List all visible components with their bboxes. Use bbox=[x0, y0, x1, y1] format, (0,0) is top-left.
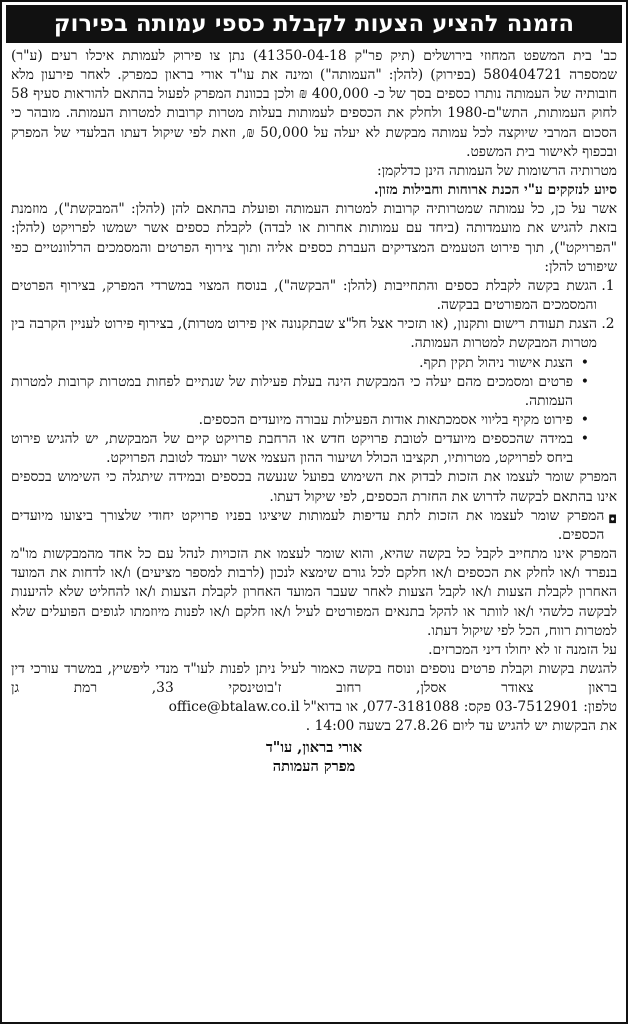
fax-number: 077-3181088 bbox=[366, 699, 460, 716]
requirement-item: • פירוט מקיף בליווי אסמכתאות אודות הפעילות עבורה מיועדים הכספים. bbox=[11, 411, 573, 430]
preference-note bbox=[11, 507, 617, 545]
fax-label: פקס: bbox=[463, 699, 491, 716]
not-obligated-paragraph: המפרק אינו מתחייב לקבל כל בקשה שהיא, והוא שומר לעצמו את הזכויות לנהל עם כל אחד מהמבקשות מו"מ בנפרד ו/או לחלק את הכספים ו/או חלקם לכל גורם שימצא לנכון (לרבות למספר מציעים) ו/או לדחות את המועד האחרון לקבלת הצעות ו/או לקבל הצעות לאחר שעבר המועד האחרון לקבלת הצעות ו/או להחליט שלא להיענות לבקשה כלשהי ו/או לוותר או להקל בתנאים המפורטים לעיל ו/או חלקם ו/או לפנות מיוזמתו לגופים הפועלים שלא למטרות רווח, הכל לפי שיקול דעתו. bbox=[11, 546, 617, 639]
requirement-item: • הצגת אישור ניהול תקין תקף. bbox=[11, 354, 573, 373]
requirement-item: • פרטים ומסמכים מהם יעלה כי המבקשת הינה בעלת פעילות של שנתיים לפחות במטרות קרובות למטרות העמותה. bbox=[11, 373, 573, 411]
intro-paragraph: כב' בית המשפט המחוזי בירושלים (תיק פר"ק 41350-04-18) נתן צו פירוק לעמותת איכלו רעים (ע"ר) שמספרה 580404721 (בפירוק) (להלן: "העמותה") ומינה את עו"ד אורי בראון כמפרק. לאחר פירעון מלא חובותיה של העמותה נותרו כספים בסך של כ- 400,000 ₪ ולכן בכוונת המפרק לפעול בהתאם להוראות סעיף 58 לחוק העמותות, התש"ם-1980 ולחלק את הכספים לעמותות בעלות מטרות קרובות למטרות העמותה. מובהר כי הסכום המרבי שיוקצה לכל עמותה מבקשת לא יעלה על 50,000 ₪, וזאת לפי שיקול דעתו הבלעדי של המפרק ובכפוף לאישור בית המשפט. bbox=[11, 48, 618, 160]
email-link[interactable]: office@btalaw.co.il bbox=[168, 699, 300, 716]
tender-law-line: על הזמנה זו לא יחולו דיני המכרזים. bbox=[428, 641, 617, 658]
notice-body bbox=[2, 43, 626, 776]
reserve-check-paragraph: המפרק שומר לעצמו את הזכות לבדוק את השימוש בפועל שנעשה בכספים ובמידה שיתגלה כי השימוש בכספים אינו בהתאם לבקשה לדרוש את החזרת הכספים, לפי שיקול דעתו. bbox=[11, 469, 617, 505]
signature-role: מפרק העמותה bbox=[272, 757, 356, 775]
application-steps bbox=[11, 277, 617, 354]
step-item: 2. הצגת תעודת רישום ותקנון, (או תזכיר אצל חל"צ שבתקנונה אין פירוט מטרות), בצירוף פירוט לעניין הקרבה בין מטרות המבקשת למטרות העמותה. bbox=[11, 315, 597, 353]
notice-title: הזמנה להציע הצעות לקבלת כספי עמותה בפירוק bbox=[6, 5, 622, 43]
contact-paragraph bbox=[11, 660, 617, 717]
phone-number[interactable]: 03-7512901 bbox=[495, 699, 579, 716]
goals-intro: מטרותיה הרשומות של העמותה הינן כדלקמן: bbox=[377, 162, 617, 179]
box-bullet-icon: ◘ bbox=[608, 512, 617, 526]
contact-details: טלפון: 03-7512901 פקס: 077-3181088, או בדוא"ל office@btalaw.co.il bbox=[168, 699, 617, 716]
requirements-list bbox=[11, 354, 617, 469]
step-item: 1. הגשת בקשה לקבלת כספים והתחייבות (להלן: "הבקשה"), בנוסח המצוי במשרדי המפרק, בצירוף הפרטים והמסמכים המפורטים בבקשה. bbox=[11, 277, 597, 315]
preference-text: המפרק שומר לעצמו את הזכות לתת עדיפות לעמותות שיציגו בפניו פרויקט יחודי שלצורך ביצועו מיועדים הכספים. bbox=[11, 507, 605, 543]
goals-text: סיוע לנזקקים ע"י הכנת ארוחות וחבילות מזון. bbox=[373, 182, 617, 199]
deadline-line: את הבקשות יש להגיש עד ליום 27.8.26 בשעה 14:00 . bbox=[305, 718, 617, 735]
email-label: או בדוא"ל bbox=[304, 699, 359, 716]
contact-lead: להגשת בקשות וקבלת פרטים נוספים ונוסח בקשה כאמור לעיל ניתן לפנות לעו"ד מנדי ליפשיץ, במשרד עורכי דין בראון צאודר אסלן, רחוב ז'בוטינסקי 33, רמת גן bbox=[11, 661, 617, 697]
phone-label: טלפון: bbox=[583, 699, 617, 716]
signature-block bbox=[11, 738, 617, 776]
invitation-paragraph: אשר על כן, כל עמותה שמטרותיה קרובות למטרות העמותה ופועלת בהתאם להן (להלן: "המבקשת"), מוזמנת בזאת להגיש את מועמדותה (ביחד עם עמותות אחרות או לבדה) לקבלת כספים אשר ישמשו לפרויקט (להלן: "הפרויקט"), תוך פירוט הטעמים המצדיקים העברת כספים אליה ותוך צירוף הפרטים והמסמכים הרלוונטיים כפי שיפורט להלן: bbox=[11, 201, 617, 275]
requirement-item: • במידה שהכספים מיועדים לטובת פרויקט חדש או הרחבת פרויקט קיים של המבקשת, יש להגיש פירוט ביחס לפרויקט, מטרותיו, תקציבו הכולל ושיעור ההון העצמי אשר יועמד לטובת הפרויקט. bbox=[11, 430, 573, 468]
signature-name: אורי בראון, עו"ד bbox=[265, 738, 363, 756]
